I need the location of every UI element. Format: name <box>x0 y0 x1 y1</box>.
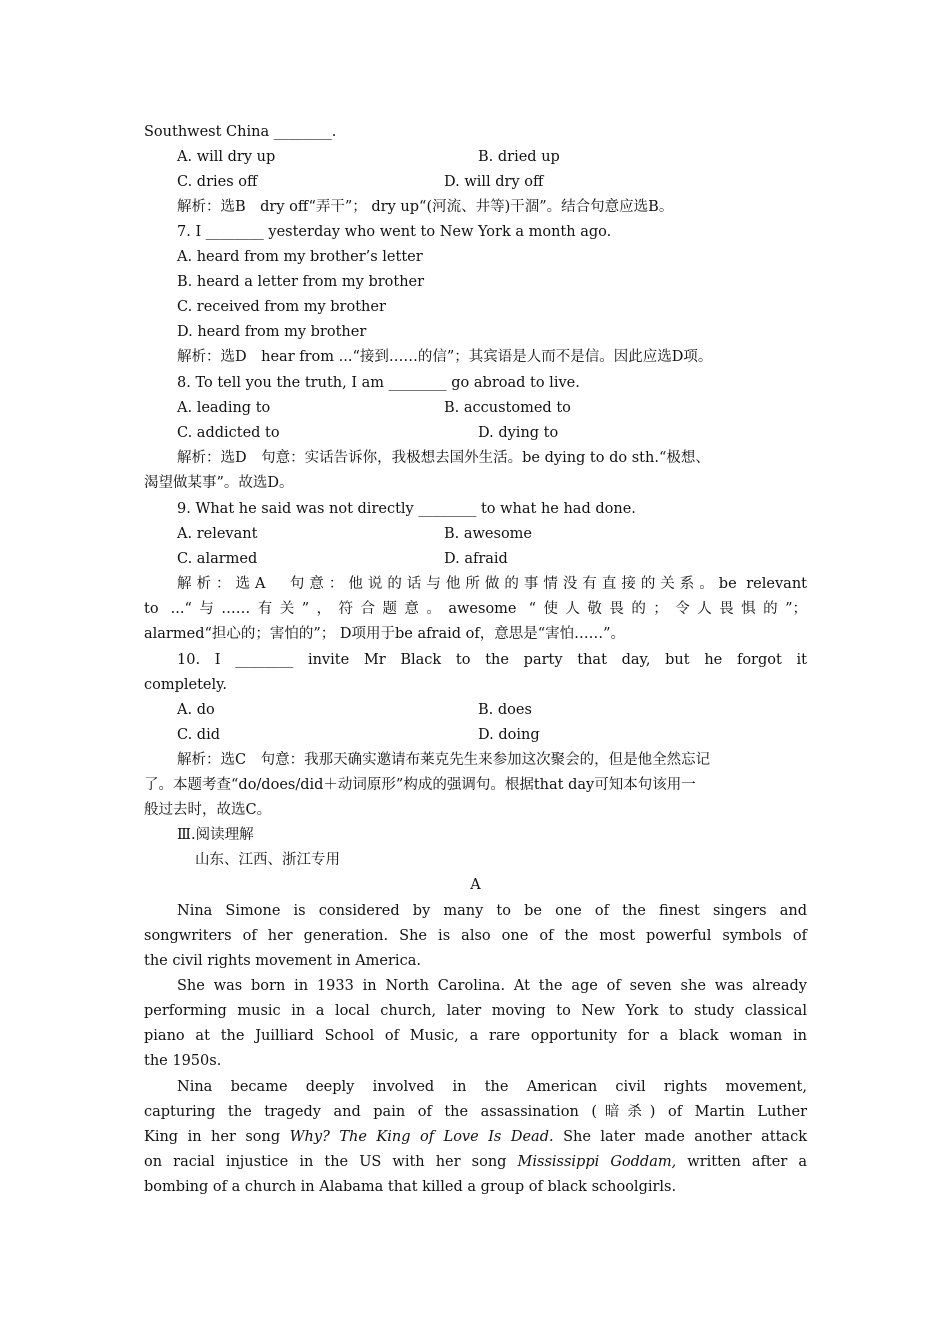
passage-paragraph-3-line-4 <box>144 1150 807 1175</box>
question-6-option-b: B. dried up <box>478 149 560 165</box>
question-10-option-c: C. did <box>177 727 220 743</box>
passage-paragraph-3-line-5: bombing of a church in Alabama that killed a group of black schoolgirls. <box>144 1179 677 1195</box>
question-6-analysis: 解析：选B dry off“弄干”； dry up“(河流、井等)干涸”。结合句意应选B。 <box>177 199 674 215</box>
question-7-option-c: C. received from my brother <box>177 299 386 315</box>
passage-paragraph-1-line-2: songwriters of her generation. She is also one of the most powerful symbols of <box>144 928 807 944</box>
question-10-option-a: A. do <box>177 702 215 718</box>
question-7-analysis: 解析：选D hear from ...“接到……的信”；其宾语是人而不是信。因此应选D项。 <box>177 349 713 365</box>
question-8-option-c: C. addicted to <box>177 425 280 441</box>
song-title-mississippi-goddam: Mississippi Goddam, <box>517 1154 677 1170</box>
question-10-option-b: B. does <box>478 702 532 718</box>
question-9-analysis-line-3: alarmed“担心的；害怕的”； D项用于be afraid of，意思是“害怕……”。 <box>144 626 626 642</box>
question-8-option-d: D. dying to <box>478 425 559 441</box>
passage-paragraph-1-line-1: Nina Simone is considered by many to be one of the finest singers and <box>177 903 807 919</box>
passage-paragraph-2-line-3: piano at the Juilliard School of Music, a rare opportunity for a black woman in <box>144 1028 807 1044</box>
song-title-why-the-king-of-love-is-dead: Why? The King of Love Is Dead. <box>289 1129 554 1145</box>
passage-label: A <box>470 877 481 893</box>
question-6-stem: Southwest China ________. <box>144 124 337 140</box>
question-6-option-d: D. will dry off <box>444 174 544 190</box>
text-run: on racial injustice in the US with her song <box>144 1154 518 1170</box>
question-6-option-c: C. dries off <box>177 174 258 190</box>
question-9-option-d: D. afraid <box>444 551 508 567</box>
question-10-option-d: D. doing <box>478 727 540 743</box>
question-10-analysis-line-1: 解析：选C 句意：我那天确实邀请布莱克先生来参加这次聚会的，但是他全然忘记 <box>177 752 711 768</box>
passage-paragraph-2-line-4: the 1950s. <box>144 1053 222 1069</box>
question-8-stem: 8. To tell you the truth, I am ________ go abroad to live. <box>177 375 580 391</box>
question-9-option-c: C. alarmed <box>177 551 258 567</box>
passage-paragraph-2-line-2: performing music in a local church, later moving to New York to study classical <box>144 1003 807 1019</box>
question-9-analysis-line-1: 解析：选A 句意：他说的话与他所做的事情没有直接的关系。be relevant <box>177 576 807 592</box>
question-7-stem: 7. I ________ yesterday who went to New York a month ago. <box>177 224 612 240</box>
passage-paragraph-3-line-2: capturing the tragedy and pain of the assassination (暗杀) of Martin Luther <box>144 1104 807 1120</box>
question-9-stem: 9. What he said was not directly ________ to what he had done. <box>177 501 636 517</box>
section-heading: Ⅲ.阅读理解 <box>177 827 254 843</box>
question-10-analysis-line-2: 了。本题考查“do/does/did＋动词原形”构成的强调句。根据that day可知本句该用一 <box>144 777 696 793</box>
question-7-option-a: A. heard from my brother’s letter <box>177 249 423 265</box>
passage-paragraph-3-line-1: Nina became deeply involved in the American civil rights movement, <box>177 1079 807 1095</box>
text-run: King in her song <box>144 1129 290 1145</box>
question-9-option-b: B. awesome <box>444 526 533 542</box>
text-run: She later made another attack <box>553 1129 807 1145</box>
question-8-option-a: A. leading to <box>177 400 271 416</box>
question-7-option-b: B. heard a letter from my brother <box>177 274 425 290</box>
question-9-analysis-line-2: to ...“与……有关”，符合题意。awesome “使人敬畏的；令人畏惧的”； <box>144 601 807 617</box>
section-subheading: 山东、江西、浙江专用 <box>195 852 340 868</box>
question-7-option-d: D. heard from my brother <box>177 324 367 340</box>
question-10-stem-line-2: completely. <box>144 677 228 693</box>
text-run: written after a <box>676 1154 807 1170</box>
question-10-analysis-line-3: 般过去时，故选C。 <box>144 802 272 818</box>
question-8-analysis-line-2: 渴望做某事”。故选D。 <box>144 475 294 491</box>
question-9-option-a: A. relevant <box>177 526 258 542</box>
question-8-option-b: B. accustomed to <box>444 400 571 416</box>
question-10-stem-line-1: 10. I ________ invite Mr Black to the party that day, but he forgot it <box>177 652 807 668</box>
passage-paragraph-2-line-1: She was born in 1933 in North Carolina. At the age of seven she was already <box>177 978 807 994</box>
passage-paragraph-1-line-3: the civil rights movement in America. <box>144 953 421 969</box>
question-8-analysis-line-1: 解析：选D 句意：实话告诉你，我极想去国外生活。be dying to do sth.“极想、 <box>177 450 710 466</box>
passage-paragraph-3-line-3 <box>144 1125 807 1150</box>
question-6-option-a: A. will dry up <box>177 149 276 165</box>
